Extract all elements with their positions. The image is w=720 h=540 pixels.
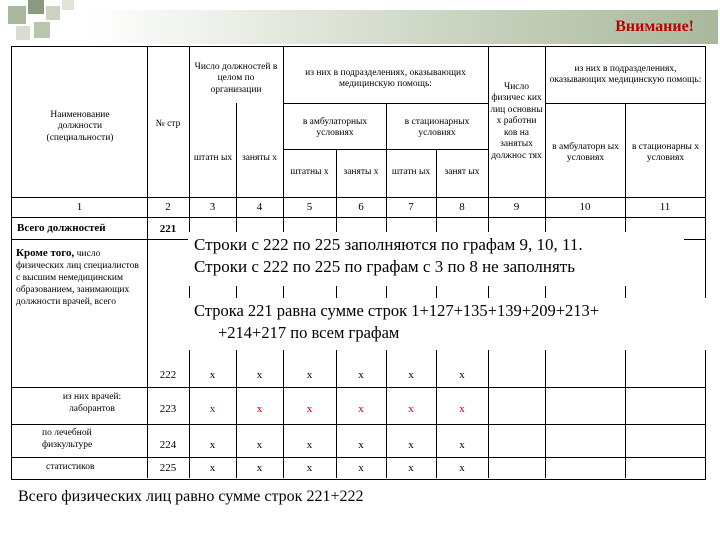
header-zan-a: заняты х — [241, 153, 278, 164]
cell-x: х — [358, 403, 364, 415]
col-number: 5 — [306, 201, 313, 213]
col-number: 4 — [256, 201, 263, 213]
cell-x: х — [358, 439, 364, 451]
decor-square — [34, 22, 50, 38]
cell-x: х — [209, 462, 216, 474]
grid-line — [12, 424, 705, 425]
row-number-223: 223 — [159, 403, 177, 415]
note-line: +214+217 по всем графам — [218, 323, 400, 342]
header-naim: Наименование должности (специальности) — [46, 109, 114, 143]
grid-line — [12, 217, 705, 218]
grid-line — [236, 103, 237, 478]
header-zan-c: занят ых — [444, 167, 480, 178]
decor-square — [16, 26, 30, 40]
header-stac: в стационарных условиях — [404, 116, 470, 138]
header-iz-nih2: из них в подразделениях, оказывающих медицинскую помощь: — [549, 63, 702, 85]
cell-x: х — [256, 403, 263, 415]
grid-line — [283, 149, 488, 150]
note-rows-222-225 — [188, 232, 684, 286]
footer-note: Всего физических лиц равно сумме строк 221+222 — [18, 488, 364, 505]
cell-x: х — [459, 369, 465, 381]
cell-x: х — [306, 462, 313, 474]
grid-line — [283, 103, 488, 104]
cell-x: х — [209, 369, 216, 381]
col-number: 11 — [659, 201, 671, 213]
decor-square — [28, 0, 44, 14]
header-amb2: в амбулаторн ых условиях — [552, 141, 619, 163]
cell-x: х — [408, 369, 414, 381]
grid-line — [625, 103, 626, 478]
cell-x: х — [459, 439, 465, 451]
col-number: 1 — [76, 201, 83, 213]
col-number: 10 — [579, 201, 591, 213]
header-shtat-a: штатн ых — [193, 153, 233, 164]
col-number: 9 — [513, 201, 520, 213]
cell-x: х — [306, 403, 313, 415]
cell-x: х — [408, 462, 414, 474]
header-zan-b: заняты х — [343, 167, 379, 178]
row-number-222: 222 — [159, 369, 177, 381]
grid-line — [12, 387, 705, 388]
row-label-221: Всего должностей — [17, 222, 106, 234]
row-number-224: 224 — [159, 439, 177, 451]
page-title: Внимание! — [615, 18, 694, 35]
note-line: Строки с 222 по 225 по графам с 3 по 8 не заполнять — [194, 257, 575, 276]
note-line: Строка 221 равна сумме строк 1+127+135+139+209+213+ — [194, 301, 600, 320]
header-shtat-b: штатны х — [290, 167, 329, 178]
grid-line — [386, 103, 387, 478]
cell-x: х — [306, 439, 313, 451]
header-shtat-c: штатн ых — [391, 167, 431, 178]
grid-line — [545, 103, 705, 104]
col-number: 7 — [408, 201, 414, 213]
row-label-223: из них врачей: лаборантов — [62, 392, 122, 414]
decor-square — [62, 0, 74, 10]
col-number: 2 — [165, 201, 171, 213]
cell-x: х — [209, 403, 216, 415]
row-number-225: 225 — [159, 462, 177, 474]
note-row-221 — [188, 298, 710, 350]
row-number-221: 221 — [159, 223, 177, 235]
header-amb: в амбулаторных условиях — [302, 116, 368, 138]
cell-x: х — [256, 369, 263, 381]
row-label-224: по лечебной физкультуре — [42, 428, 93, 450]
header-stac2: в стационарны х условиях — [631, 141, 700, 163]
cell-x: х — [408, 403, 414, 415]
col-number: 3 — [209, 201, 216, 213]
header-nstr: № стр — [155, 119, 181, 130]
decor-square — [8, 6, 26, 24]
header-chislo-fiz: Число физичес ких лиц основны х работни ков на занятых должнос тях — [490, 81, 543, 161]
row-label-222 — [16, 247, 144, 308]
cell-x: х — [459, 462, 465, 474]
col-number: 8 — [459, 201, 465, 213]
cell-x: х — [358, 462, 364, 474]
col-number: 6 — [358, 201, 364, 213]
cell-x: х — [256, 439, 263, 451]
cell-x: х — [358, 369, 364, 381]
row-label-222-bold: Кроме того, — [16, 247, 75, 259]
cell-x: х — [306, 369, 313, 381]
decor-square — [46, 6, 60, 20]
cell-x: х — [256, 462, 263, 474]
header-iz-nih: из них в подразделениях, оказывающих медицинскую помощь: — [305, 67, 466, 89]
cell-x: х — [209, 439, 216, 451]
row-label-222-text: число физических лиц специалистов с высшим немедицинским образованием, занимающих должности врачей, всего — [16, 249, 139, 307]
header-chislo-dolzh: Число должностей в целом по организации — [194, 61, 278, 95]
note-line: Строки с 222 по 225 заполняются по графам 9, 10, 11. — [194, 235, 583, 254]
cell-x: х — [459, 403, 465, 415]
cell-x: х — [408, 439, 414, 451]
row-label-225: статистиков — [46, 462, 95, 472]
